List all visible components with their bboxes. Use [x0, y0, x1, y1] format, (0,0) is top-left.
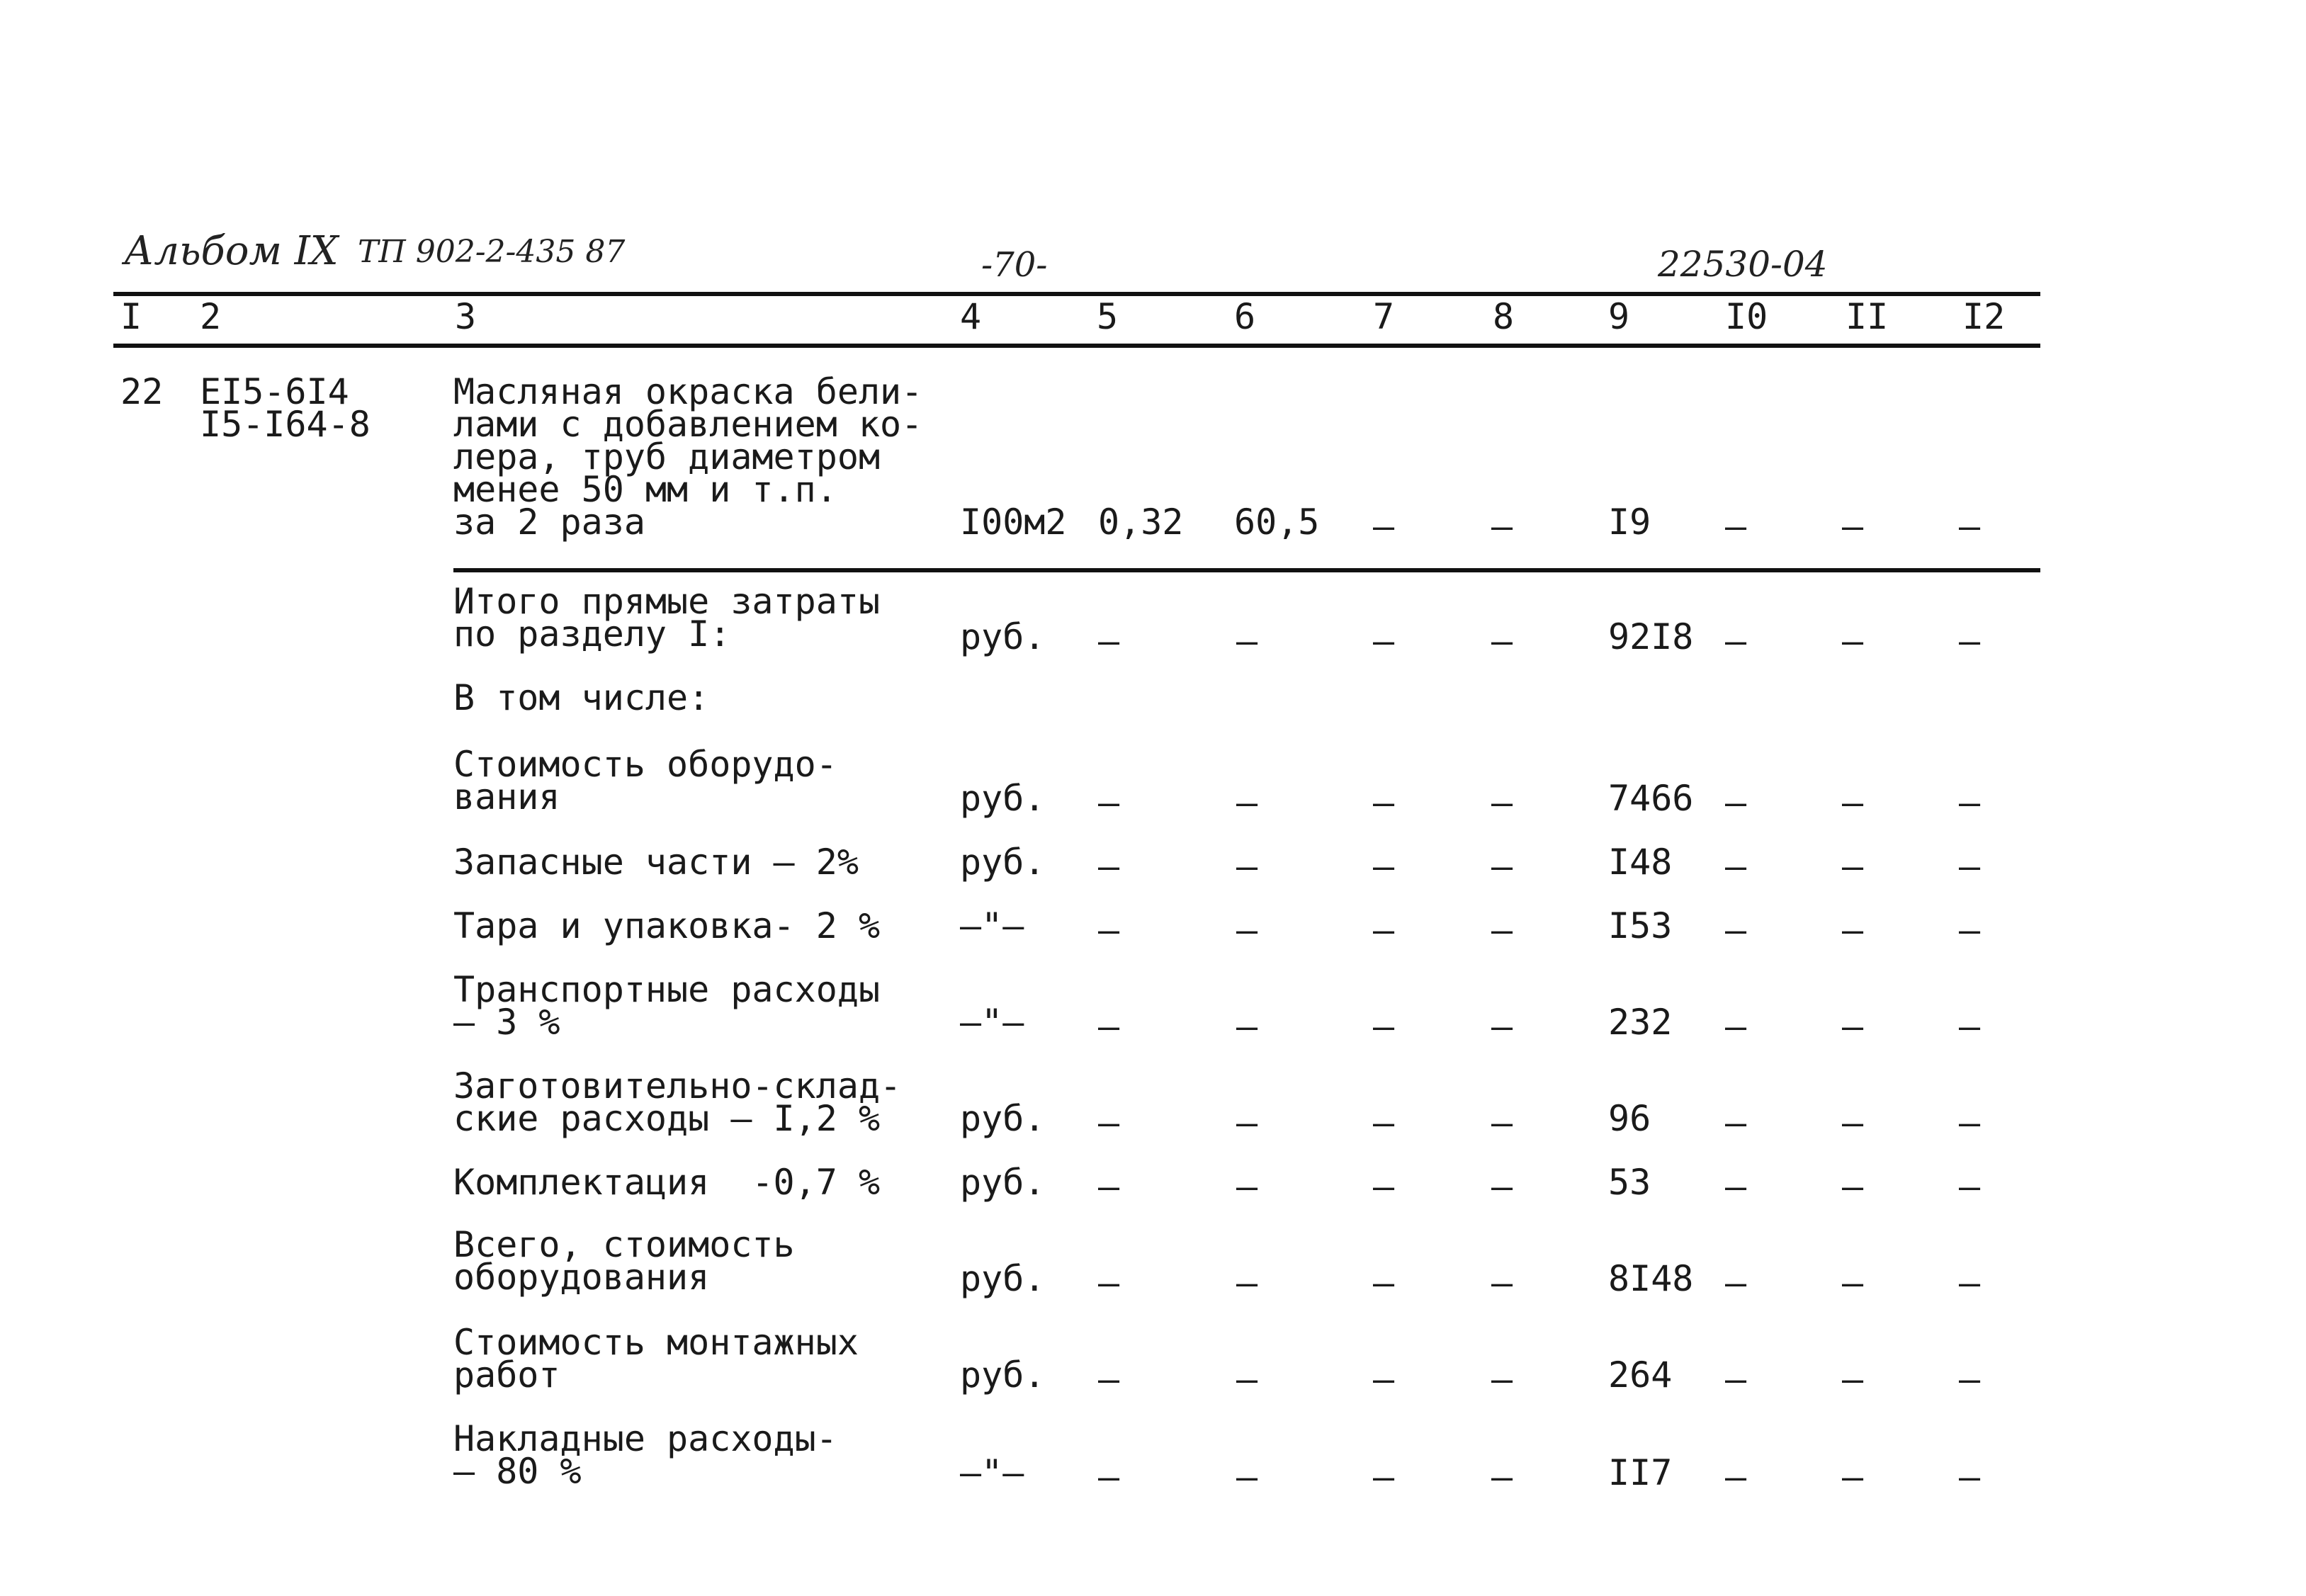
row-col6: – — [1236, 1456, 1258, 1498]
row-col6: – — [1236, 910, 1258, 951]
header-bottom-rule — [113, 344, 2040, 348]
row-col12: – — [1959, 1359, 1981, 1400]
row-col8: – — [1491, 1166, 1513, 1207]
row-col7: – — [1373, 1359, 1395, 1400]
entry-separator-rule — [453, 568, 2040, 572]
row-col11: – — [1842, 621, 1864, 662]
entry-code: ЕI5-6I4 — [200, 371, 349, 412]
row-unit: руб. — [960, 1354, 1046, 1396]
row-col5: – — [1098, 1262, 1120, 1303]
row-col8: – — [1491, 621, 1513, 662]
row-unit: руб. — [960, 842, 1046, 883]
row-col8: – — [1491, 1102, 1513, 1143]
row-col6: – — [1236, 1102, 1258, 1143]
row-unit: руб. — [960, 616, 1046, 657]
row-unit: –"– — [960, 1002, 1024, 1043]
row-col7: – — [1373, 910, 1395, 951]
row-col5: – — [1098, 1359, 1120, 1400]
entry-col11: – — [1842, 506, 1864, 547]
row-col5: – — [1098, 1166, 1120, 1207]
document-code: 22530-04 — [1658, 244, 1828, 285]
row-unit: руб. — [960, 1258, 1046, 1299]
row-col9: I48 — [1608, 842, 1673, 883]
row-description: Накладные расходы- – 80 % — [453, 1418, 837, 1492]
row-col9: 96 — [1608, 1098, 1651, 1139]
row-col5: – — [1098, 1102, 1120, 1143]
row-description: Итого прямые затраты по разделу I: — [453, 581, 881, 655]
row-col10: – — [1725, 621, 1747, 662]
row-col5: – — [1098, 621, 1120, 662]
row-col7: – — [1373, 846, 1395, 887]
row-col10: – — [1725, 1262, 1747, 1303]
row-col6: – — [1236, 1262, 1258, 1303]
entry-col7: – — [1373, 506, 1395, 547]
entry-value: 60,5 — [1234, 502, 1320, 543]
row-col7: – — [1373, 621, 1395, 662]
entry-col12: – — [1959, 506, 1981, 547]
row-col5: – — [1098, 910, 1120, 951]
row-col5: – — [1098, 1456, 1120, 1498]
row-col11: – — [1842, 1006, 1864, 1047]
row-col9: I53 — [1608, 905, 1673, 946]
row-col12: – — [1959, 621, 1981, 662]
column-number: 7 — [1373, 296, 1395, 337]
row-col12: – — [1959, 1262, 1981, 1303]
row-col9: 53 — [1608, 1162, 1651, 1203]
row-col11: – — [1842, 846, 1864, 887]
row-col12: – — [1959, 1102, 1981, 1143]
page-number: -70- — [981, 245, 1048, 285]
row-col5: – — [1098, 846, 1120, 887]
row-unit: руб. — [960, 778, 1046, 819]
column-number: 5 — [1097, 296, 1119, 337]
row-col9: II7 — [1608, 1452, 1673, 1493]
column-number: I2 — [1962, 296, 2006, 337]
column-number: 8 — [1493, 296, 1515, 337]
column-number: 9 — [1608, 296, 1630, 337]
row-description: Стоимость оборудо- вания — [453, 744, 837, 817]
row-description: Стоимость монтажных работ — [453, 1322, 859, 1396]
row-unit: руб. — [960, 1162, 1046, 1203]
row-col8: – — [1491, 1456, 1513, 1498]
row-col8: – — [1491, 1262, 1513, 1303]
row-col11: – — [1842, 1262, 1864, 1303]
column-number: 6 — [1234, 296, 1256, 337]
row-col6: – — [1236, 621, 1258, 662]
row-col10: – — [1725, 910, 1747, 951]
row-description: Тара и упаковка- 2 % — [453, 905, 881, 946]
row-col8: – — [1491, 910, 1513, 951]
entry-quantity: 0,32 — [1098, 502, 1184, 543]
row-col7: – — [1373, 1006, 1395, 1047]
row-col7: – — [1373, 782, 1395, 823]
row-col8: – — [1491, 1006, 1513, 1047]
row-unit: руб. — [960, 1098, 1046, 1139]
column-number: 4 — [960, 296, 982, 337]
row-col11: – — [1842, 1102, 1864, 1143]
row-description: Запасные части – 2% — [453, 842, 859, 883]
row-col5: – — [1098, 782, 1120, 823]
row-unit: –"– — [960, 905, 1024, 946]
row-col8: – — [1491, 1359, 1513, 1400]
row-col9: 7466 — [1608, 778, 1694, 819]
entry-description: Масляная окраска бели- лами с добавлением ко- лера, труб диаметром менее 50 мм и т.п. за 2 раза — [453, 371, 923, 543]
row-col7: – — [1373, 1166, 1395, 1207]
row-col12: – — [1959, 846, 1981, 887]
row-col6: – — [1236, 782, 1258, 823]
row-col12: – — [1959, 782, 1981, 823]
column-number: I0 — [1725, 296, 1768, 337]
entry-number: 22 — [120, 371, 164, 412]
row-description: Транспортные расходы – 3 % — [453, 969, 881, 1043]
row-col12: – — [1959, 910, 1981, 951]
row-col9: 264 — [1608, 1354, 1673, 1396]
row-col6: – — [1236, 1359, 1258, 1400]
row-col12: – — [1959, 1006, 1981, 1047]
column-number: 2 — [200, 296, 222, 337]
row-col9: 232 — [1608, 1002, 1673, 1043]
row-col6: – — [1236, 1166, 1258, 1207]
entry-unit: I00м2 — [960, 502, 1067, 543]
column-number: II — [1846, 296, 1889, 337]
entry-col9: I9 — [1608, 502, 1651, 543]
column-number: I — [120, 296, 142, 337]
row-col10: – — [1725, 782, 1747, 823]
row-col12: – — [1959, 1166, 1981, 1207]
row-col5: – — [1098, 1006, 1120, 1047]
row-col9: 92I8 — [1608, 616, 1694, 657]
row-col8: – — [1491, 782, 1513, 823]
row-col11: – — [1842, 1359, 1864, 1400]
row-col11: – — [1842, 1166, 1864, 1207]
row-col10: – — [1725, 846, 1747, 887]
row-description: Заготовительно-склад- ские расходы – I,2 % — [453, 1065, 902, 1139]
row-col9: 8I48 — [1608, 1258, 1694, 1299]
entry-col8: – — [1491, 506, 1513, 547]
entry-col10: – — [1725, 506, 1747, 547]
row-col10: – — [1725, 1102, 1747, 1143]
row-unit: –"– — [960, 1452, 1024, 1493]
album-label: Альбом IX — [124, 228, 339, 274]
row-col10: – — [1725, 1456, 1747, 1498]
project-number: ТП 902-2-435 87 — [358, 234, 626, 270]
row-col11: – — [1842, 1456, 1864, 1498]
row-description: В том числе: — [453, 677, 710, 718]
row-col7: – — [1373, 1102, 1395, 1143]
row-col10: – — [1725, 1166, 1747, 1207]
row-description: Комплектация -0,7 % — [453, 1162, 881, 1203]
row-description: Всего, стоимость оборудования — [453, 1224, 795, 1298]
row-col7: – — [1373, 1456, 1395, 1498]
row-col12: – — [1959, 1456, 1981, 1498]
row-col6: – — [1236, 846, 1258, 887]
row-col6: – — [1236, 1006, 1258, 1047]
entry-code: I5-I64-8 — [200, 404, 371, 445]
row-col8: – — [1491, 846, 1513, 887]
row-col11: – — [1842, 910, 1864, 951]
row-col10: – — [1725, 1006, 1747, 1047]
row-col11: – — [1842, 782, 1864, 823]
row-col10: – — [1725, 1359, 1747, 1400]
row-col7: – — [1373, 1262, 1395, 1303]
column-number: 3 — [455, 296, 477, 337]
